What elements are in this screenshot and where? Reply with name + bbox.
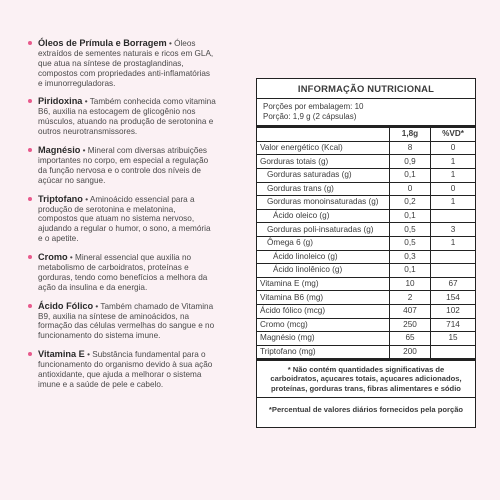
bullet-dot-icon bbox=[28, 304, 32, 308]
bullet-dot-icon bbox=[28, 99, 32, 103]
nutrient-vd: 0 bbox=[431, 141, 476, 155]
insignificant-note: * Não contém quantidades significativas de carboidratos, açucares totais, açucares adicionados, proteínas, gorduras trans, fibras alimentares e sódio bbox=[257, 359, 475, 397]
ingredient-entry: Óleos de Prímula e Borragem • Óleos extraídos de sementes naturais e ricos em GLA, que atua na síntese de prostaglandinas, compostos com propriedades anti-inflamatórias e imunorreguladoras. bbox=[28, 38, 216, 88]
nutrient-label: Ômega 6 (g) bbox=[257, 236, 390, 250]
nutrient-label: Triptofano (mg) bbox=[257, 345, 390, 359]
nutrient-label: Vitamina B6 (mg) bbox=[257, 291, 390, 305]
ingredient-description: Também conhecida como vitamina B6, auxilia na estocagem de glicogênio nos músculos, atuando na produção de serotonina e outros neurotransmissores. bbox=[38, 97, 216, 137]
nutrient-vd: 102 bbox=[431, 304, 476, 318]
nutrient-label: Gorduras totais (g) bbox=[257, 155, 390, 169]
ingredient-description: Óleos extraídos de sementes naturais e ricos em GLA, que atua na síntese de prostaglandinas, compostos com propriedades anti-inflamatórias e imunorreguladoras. bbox=[38, 39, 214, 88]
ingredient-title: Cromo bbox=[38, 251, 68, 262]
table-row bbox=[257, 264, 475, 278]
nutrient-amount: 0,5 bbox=[390, 223, 431, 237]
ingredient-entry: Piridoxina • Também conhecida como vitamina B6, auxilia na estocagem de glicogênio nos músculos, atuando na produção de serotonina e outros neurotransmissores. bbox=[28, 96, 216, 137]
nutrient-label: Ácido linolênico (g) bbox=[257, 264, 390, 278]
nutrient-label: Vitamina E (mg) bbox=[257, 277, 390, 291]
table-row bbox=[257, 223, 475, 237]
ingredient-entry: Vitamina E • Substância fundamental para o funcionamento do organismo devido à sua ação antioxidante, que ajuda a melhorar o sistema imune e a saúde de pele e cabelo. bbox=[28, 349, 216, 390]
nutrition-table bbox=[257, 128, 475, 359]
nutrient-vd bbox=[431, 345, 476, 359]
ingredient-title: Magnésio bbox=[38, 144, 81, 155]
nutrient-label: Gorduras saturadas (g) bbox=[257, 168, 390, 182]
ingredient-description: Mineral essencial que auxilia no metabolismo de carboidratos, proteínas e gorduras, tendo como benefícios a melhora da ação da insulina e da energia. bbox=[38, 252, 208, 292]
bullet-dot-icon bbox=[28, 255, 32, 259]
nutrient-amount: 65 bbox=[390, 332, 431, 346]
nutrient-vd: 1 bbox=[431, 196, 476, 210]
ingredient-entry: Triptofano • Aminoácido essencial para a produção de serotonina e melatonina, compostos que atuam no sistema nervoso, ajudando a regular o humor, o sono, a memória e o apetite. bbox=[28, 194, 216, 244]
nutrient-label: Gorduras monoinsaturadas (g) bbox=[257, 196, 390, 210]
table-row bbox=[257, 277, 475, 291]
nutrient-vd: 67 bbox=[431, 277, 476, 291]
nutrient-amount: 8 bbox=[390, 141, 431, 155]
ingredient-title: Ácido Fólico bbox=[38, 300, 94, 311]
nutrition-facts-panel bbox=[256, 78, 476, 428]
nutrient-vd: 1 bbox=[431, 168, 476, 182]
nutrient-label: Magnésio (mg) bbox=[257, 332, 390, 346]
nutrient-vd: 154 bbox=[431, 291, 476, 305]
nutrient-amount: 0 bbox=[390, 182, 431, 196]
table-row bbox=[257, 168, 475, 182]
daily-value-footnote: *Percentual de valores diários fornecidos pela porção bbox=[268, 404, 464, 414]
ingredients-list bbox=[28, 38, 216, 398]
ingredient-title: Vitamina E bbox=[38, 349, 85, 360]
ingredient-title: Triptofano bbox=[38, 193, 83, 204]
servings-per-package: Porções por embalagem: 10 bbox=[263, 102, 364, 111]
nutrient-vd: 714 bbox=[431, 318, 476, 332]
nutrient-amount: 200 bbox=[390, 345, 431, 359]
table-row bbox=[257, 141, 475, 155]
table-row bbox=[257, 332, 475, 346]
ingredient-title: Óleos de Prímula e Borragem bbox=[38, 38, 167, 48]
nutrient-label: Cromo (mcg) bbox=[257, 318, 390, 332]
nutrient-label: Gorduras trans (g) bbox=[257, 182, 390, 196]
nutrient-vd: 1 bbox=[431, 155, 476, 169]
nutrient-vd: 3 bbox=[431, 223, 476, 237]
ingredient-entry: Ácido Fólico • Também chamado de Vitamina B9, auxilia na síntese de aminoácidos, na formação das células vermelhas do sangue e no funcionamento do sistema imune. bbox=[28, 301, 216, 342]
nutrition-table-body bbox=[257, 141, 475, 359]
nutrient-amount: 10 bbox=[390, 277, 431, 291]
table-row bbox=[257, 155, 475, 169]
table-row bbox=[257, 236, 475, 250]
nutrient-amount: 0,3 bbox=[390, 250, 431, 264]
bullet-dot-icon bbox=[28, 41, 32, 45]
nutrient-amount: 0,1 bbox=[390, 209, 431, 223]
ingredient-title: Piridoxina bbox=[38, 96, 83, 107]
nutrient-amount: 0,1 bbox=[390, 168, 431, 182]
table-row bbox=[257, 304, 475, 318]
table-row bbox=[257, 345, 475, 359]
nutrient-vd bbox=[431, 250, 476, 264]
nutrient-amount: 0,5 bbox=[390, 236, 431, 250]
nutrient-label: Valor energético (Kcal) bbox=[257, 141, 390, 155]
table-row bbox=[257, 250, 475, 264]
ingredient-description: Aminoácido essencial para a produção de serotonina e melatonina, compostos que atuam no sistema nervoso, ajudando a regular o humor, o sono, a memória e o apetite. bbox=[38, 194, 211, 244]
nutrient-amount: 0,2 bbox=[390, 196, 431, 210]
header-blank bbox=[257, 128, 390, 141]
nutrient-label: Gorduras poli-insaturadas (g) bbox=[257, 223, 390, 237]
table-header-row bbox=[257, 128, 475, 141]
nutrient-vd bbox=[431, 209, 476, 223]
nutrient-label: Ácido oleico (g) bbox=[257, 209, 390, 223]
header-amount: 1,8g bbox=[390, 128, 431, 141]
nutrient-amount: 0,1 bbox=[390, 264, 431, 278]
nutrient-label: Ácido linoleico (g) bbox=[257, 250, 390, 264]
table-row bbox=[257, 209, 475, 223]
serving-info bbox=[257, 99, 475, 128]
table-row bbox=[257, 291, 475, 305]
bullet-dot-icon bbox=[28, 197, 32, 201]
nutrient-amount: 407 bbox=[390, 304, 431, 318]
nutrient-vd: 15 bbox=[431, 332, 476, 346]
table-row bbox=[257, 196, 475, 210]
ingredient-entry: Cromo • Mineral essencial que auxilia no metabolismo de carboidratos, proteínas e gorduras, tendo como benefícios a melhora da ação da insulina e da energia. bbox=[28, 252, 216, 293]
portion-size: Porção: 1,9 g (2 cápsulas) bbox=[263, 111, 357, 121]
ingredient-description: Mineral com diversas atribuições importantes no corpo, em especial a regulação da função nervosa e o controle dos níveis de açúcar no sangue. bbox=[38, 145, 209, 185]
bullet-dot-icon bbox=[28, 148, 32, 152]
ingredient-entry: Magnésio • Mineral com diversas atribuições importantes no corpo, em especial a regulação da função nervosa e o controle dos níveis de açúcar no sangue. bbox=[28, 145, 216, 186]
nutrient-vd: 1 bbox=[431, 236, 476, 250]
nutrient-amount: 0,9 bbox=[390, 155, 431, 169]
table-row bbox=[257, 318, 475, 332]
header-vd: %VD* bbox=[431, 128, 476, 141]
ingredient-description: Também chamado de Vitamina B9, auxilia na síntese de aminoácidos, na formação das células vermelhas do sangue e no funcionamento do sistema imune. bbox=[38, 301, 215, 341]
nutrient-vd bbox=[431, 264, 476, 278]
nutrient-vd: 0 bbox=[431, 182, 476, 196]
ingredient-description: Substância fundamental para o funcionamento do organismo devido à sua ação antioxidante, que ajuda a melhorar o sistema imune e a saúde de pele e cabelo. bbox=[38, 350, 213, 389]
table-row bbox=[257, 182, 475, 196]
nutrient-amount: 2 bbox=[390, 291, 431, 305]
nutrition-title: INFORMAÇÃO NUTRICIONAL bbox=[257, 79, 475, 99]
bullet-dot-icon bbox=[28, 352, 32, 356]
nutrient-amount: 250 bbox=[390, 318, 431, 332]
nutrient-label: Ácido fólico (mcg) bbox=[257, 304, 390, 318]
